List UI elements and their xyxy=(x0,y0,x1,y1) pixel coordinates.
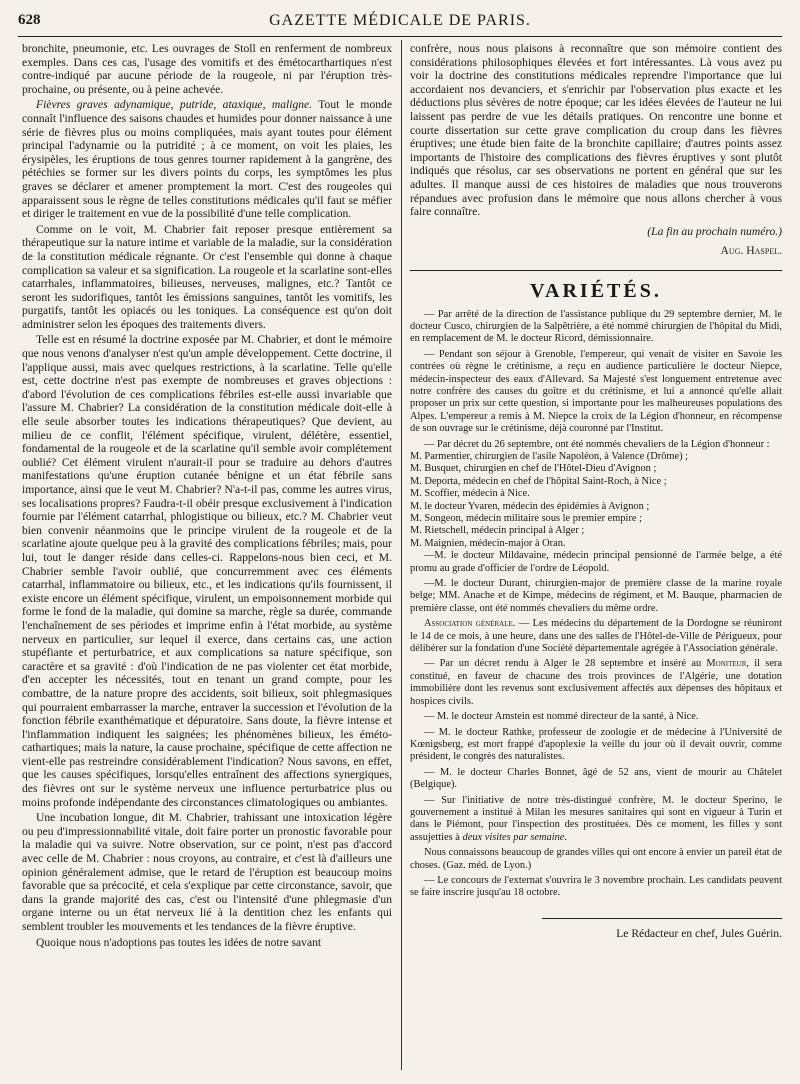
honoree-list xyxy=(410,451,782,550)
section-rule xyxy=(410,270,782,271)
news-item: — Le concours de l'externat s'ouvrira le 3 novembre prochain. Les candidats peuvent se faire inscrire jusqu'au 18 octobre. xyxy=(410,874,782,899)
news-section xyxy=(410,309,782,900)
news-item: —M. le docteur Mildavaine, médecin principal pensionné de l'armée belge, a été promu au grade d'officier de l'ordre de Léopold. xyxy=(410,550,782,574)
article-end xyxy=(410,42,782,258)
list-item: M. Rietschell, médecin principal à Alger ; xyxy=(410,525,585,537)
italic-lead: Fièvres graves adynamique, putride, ataxique, maligne. xyxy=(36,98,313,112)
left-column xyxy=(22,42,392,949)
list-item: M. Parmentier, chirurgien de l'asile Napoléon, à Valence (Drôme) ; xyxy=(410,450,689,462)
running-header xyxy=(18,10,782,37)
list-item: M. Deporta, médecin en chef de l'hôpital Saint-Roch, à Nice ; xyxy=(410,475,667,487)
news-text: . xyxy=(564,831,568,843)
paragraph-text: Tout le monde connaît l'influence des saisons chaudes et humides pour donner naissance à une série de fièvres plus ou moins compliquées, mais ayant toutes pour élément principal l'adynamie ou la putridité ; à ce moment, on voit les plaies, les érysipèles, les éruptions de tous genres tourner rapidement à la gangrène, des pétéchies se former sur les divers points du corps, les symptômes les plus graves se déclarer et amener promptement la mort. C'est des rougeoles qui apparaissent sous le règne de telles constitutions médicales qu'il faut se méfier et diriger le traitement en vue de la possibilité d'une telle complication. xyxy=(22,98,392,221)
list-item: M. Busquet, chirurgien en chef de l'Hôtel-Dieu d'Avignon ; xyxy=(410,463,657,475)
paragraph: Telle est en résumé la doctrine exposée par M. Chabrier, et dont le mémoire que nous venons d'analyser n'est qu'un ample développement. Cette doctrine, il l'applique aussi, mais avec quelques restrictions, à la scarlatine. Telle qu'elle est, cette doctrine n'est pas exempte de nombreuses et graves objections : d'abord l'évolution de ces complications fébriles est-elle aussi invariable que l'assure M. Chabrier? La considération de la constitution médicale doit-elle à elle seule absorber toutes les indications thérapeutiques? Que devient, au milieu de ce conflit, l'élément spécifique, virulent, délétère, essentiel, fondamental de la rougeole et de la scarlatine qu'il semble avoir complétement oublié? Cet élément virulent n'aurait-il pour se traduire au dehors d'autres manifestations qu'une éruption cutanée bénigne et un état fébrile sans importance, ainsi que le veut M. Chabrier? N'a-t-il pas, comme les autres virus, ses localisations propres? Faudra-t-il obéir presque exclusivement à l'indication fournie par l'élément catarrhal, phlogistique ou bilieux, etc.? M. Chabrier veut bien convenir néanmoins que le principe virulent de la rougeole et de la scarlatine ajoute quelque peu à la gravité des complications fébriles; mais, pour lui, tout le danger réside dans celles-ci. Rappelons-nous bien ceci, et M. Chabrier semble l'avoir oublié, que concurremment avec ces éléments catarrhal, inflammatoire ou bilieux, etc., et les indications qu'ils fournissent, il existe encore un élément spécifique, virulent, un empoisonnement morbide qui forme le fond de la maladie, qui domine sa marche, règle sa durée, commande l'enchaînement de ses périodes et imprime enfin à l'état morbide, au système nerveux en particulier, sur lequel il exerce, dans certains cas, une action stupéfiante et perturbatrice, et aux complications sa nature spécifique, son caractère et sa gravité : d'où l'indication de ne pas violenter cet état morbide, d'en accepter les nécessités, tout en tenant un grand compte, pour les combattre, de la nature propre des accidents, soit bilieux, soit phlegmasiques qui pourraient embarrasser la marche, entraver la succession et l'évolution de la fonction fébrile exanthématique et dépuratoire. Sans doute, la fièvre intense et l'inflammation indiquent les saignées; les phénomènes bilieux, les éméto-cathartiques; mais la nature, la cause prochaine, spécifique de cette affection ne vient-elle pas restreindre considérablement l'indication? Nous savons, en effet, que les causes spécifiques, lorsqu'elles entraînent des affections synergiques, des fièvres ont sur le système nerveux une influence perturbatrice plus ou moins profonde indépendante des circonstances climatologiques ou ambiantes. xyxy=(22,333,392,809)
news-item xyxy=(410,658,782,708)
news-label: Association générale. xyxy=(424,618,516,630)
news-item: — M. le docteur Amstein est nommé directeur de la santé, à Nice. xyxy=(424,711,699,723)
list-item: M. le docteur Yvaren, médecin des épidémies à Avignon ; xyxy=(410,500,650,512)
to-be-continued: (La fin au prochain numéro.) xyxy=(647,224,782,238)
paragraph: Une incubation longue, dit M. Chabrier, trahissant une intoxication légère ou peu d'impressionnabilité vitale, doit faire porter un pronostic favorable pour la maladie qui va suivre. Notre observation, sur ce point, n'est pas d'accord avec celle de M. Chabrier : nous croyons, au contraire, et c'est là d'ailleurs une opinion généralement admise, que le retard de l'éruption est beaucoup moins favorable que sa précocité, et cela s'explique par cette circonstance, savoir, que dans la grande majorité des cas, c'est ou l'intensité d'une phlegmasie d'un organe interne ou un état nerveux lié à la dentition chez les enfants qui semblent troubler les mouvements et les tendances de la fièvre éruptive. xyxy=(22,811,392,933)
paragraph xyxy=(22,98,392,220)
news-item: — Pendant son séjour à Grenoble, l'empereur, qui venait de visiter en Savoie les contrées où règne le crétinisme, a reçu en audience particulière le docteur Niepce, médecin-inspecteur des eaux d'Allevard. Sa Majesté s'est longuement entretenue avec notre confrère des causes du goître et du crétinisme, et lui a annoncé qu'elle allait proposer un prix sur cette question, si importante pour les malheureuses populations des Alpes. L'empereur a remis à M. Niepce la croix de la Légion d'honneur, en récompense de son ouvrage sur le crétinisme, déjà couronné par l'Institut. xyxy=(410,348,782,435)
news-item xyxy=(410,795,782,845)
paragraph: Quoique nous n'adoptions pas toutes les idées de notre savant xyxy=(36,935,322,949)
news-text: — Les médecins du département de la Dordogne se réuniront le 14 de ce mois, à une heure, dans une des salles de l'Hôtel-de-Ville de Périgueux, pour délibérer sur la fondation d'une Société départementale agrégée à l'Association générale. xyxy=(410,618,783,655)
paragraph: bronchite, pneumonie, etc. Les ouvrages de Stoll en renferment de nombreux exemples. Dans ces cas, l'usage des vomitifs et des émétocarthartiques n'est contre-indiqué par aucune période de la rougeole, ni par l'éruption très-prochaine, ou présente, ou à peine achevée. xyxy=(22,42,392,96)
paragraph: Comme on le voit, M. Chabrier fait reposer presque entièrement sa thérapeutique sur la nature intime et variable de la maladie, sur la considération de la constitution médicale régnante. Or c'est l'ensemble qui donne à chaque complication sa valeur et sa signification. La rougeole et la scarlatine sont-elles catarrhales, inflammatoires, bilieuses, nerveuses, malignes, etc.? Tantôt ce seront les sudorifiques, tantôt les émissions sanguines, tantôt les vomitifs, les purgatifs, tantôt les opiacés ou les toniques. La conséquence est qu'on doit administrer selon les époques des traitements divers. xyxy=(22,222,392,331)
author-signature: Aug. Haspel. xyxy=(720,244,782,258)
right-column xyxy=(410,42,782,940)
list-item: M. Maignien, médecin-major à Oran. xyxy=(410,537,566,549)
signature-rule xyxy=(542,918,782,919)
news-text: — Sur l'initiative de notre très-distingué confrère, M. le docteur Sperino, le gouvernement a institué à Milan les mesures sanitaires qui sont en vigueur à Turin et dans le Piémont, pour l'inspection des prostituées. Dès ce moment, les filles y sont assujetties à xyxy=(410,794,782,843)
newspaper-name: Moniteur xyxy=(706,658,747,670)
news-item: — M. le docteur Charles Bonnet, âgé de 52 ans, vient de mourir au Châtelet (Belgique). xyxy=(410,766,782,791)
news-item: Nous connaissons beaucoup de grandes villes qui ont encore à envier un pareil état de choses. (Gaz. méd. de Lyon.) xyxy=(410,847,782,871)
news-item: — M. le docteur Rathke, professeur de zoologie et de médecine à l'Université de Kœnigsberg, est mort frappé d'apoplexie la veille du jour où il devait ouvrir, comme président, le congrès des naturalistes. xyxy=(410,726,782,763)
news-text: , il sera constitué, en faveur de chacune des trois provinces de l'Algérie, une dotation immobilière dont les revenus sont exclusivement affectés aux dépenses des hôpitaux et hospices civils. xyxy=(410,658,783,707)
news-item: — Par décret du 26 septembre, ont été nommés chevaliers de la Légion d'honneur : xyxy=(424,438,770,450)
news-item: —M. le docteur Durant, chirurgien-major de première classe de la marine royale belge; MM. Anache et de Kimpe, médecins de régiment, et M. Bauque, pharmacien de première classe, ont été nommés chevaliers du même ordre. xyxy=(410,578,782,614)
list-item: M. Songeon, médecin militaire sous le premier empire ; xyxy=(410,513,642,524)
page-number: 628 xyxy=(18,12,41,28)
column-divider xyxy=(401,40,402,1070)
section-title: VARIÉTÉS. xyxy=(530,279,662,302)
italic-phrase: deux visites par semaine xyxy=(462,831,565,843)
editor-signature: Le Rédacteur en chef, Jules Guérin. xyxy=(616,926,782,940)
paragraph: confrère, nous nous plaisons à reconnaître que son mémoire contient des considérations philosophiques élevées et fort intéressantes. Là vous avez pu voir la doctrine des constitutions médicales reprendre l'importance que lui accordaient nos devanciers, et s'enrichir par l'observation plus exacte et les déductions plus sévères de notre époque; car les idées élevées de l'auteur ne lui laissent pas perdre de vue les détails pratiques. On rencontre une bonne et courte dissertation sur cette grave complication du croup dans les fièvres éruptives; une étude bien faite de la bronchite capillaire; d'autres points assez importants de l'histoire des complications des fièvres éruptives y sont plutôt indiqués que résolus, car ses observations ne portent en général que sur les adultes. Il manque aussi de ces histoires de maladies que nous trouverons répandues avec profusion dans le mémoire que nous allons chercher à vous faire connaître. xyxy=(410,42,782,219)
news-text: — Par un décret rendu à Alger le 28 septembre et inséré au xyxy=(424,658,707,670)
news-item xyxy=(410,618,782,655)
journal-title: GAZETTE MÉDICALE DE PARIS. xyxy=(269,12,531,29)
editor-signature-block xyxy=(410,918,782,941)
news-item: — Par arrêté de la direction de l'assistance publique du 29 septembre dernier, M. le docteur Cusco, chirurgien de la Salpêtrière, a été nommé chirurgien de l'hôpital du Midi, en remplacement de M. le docteur Ricord, démissionnaire. xyxy=(410,308,782,345)
list-item: M. Scoffier, médecin à Nice. xyxy=(410,488,530,500)
